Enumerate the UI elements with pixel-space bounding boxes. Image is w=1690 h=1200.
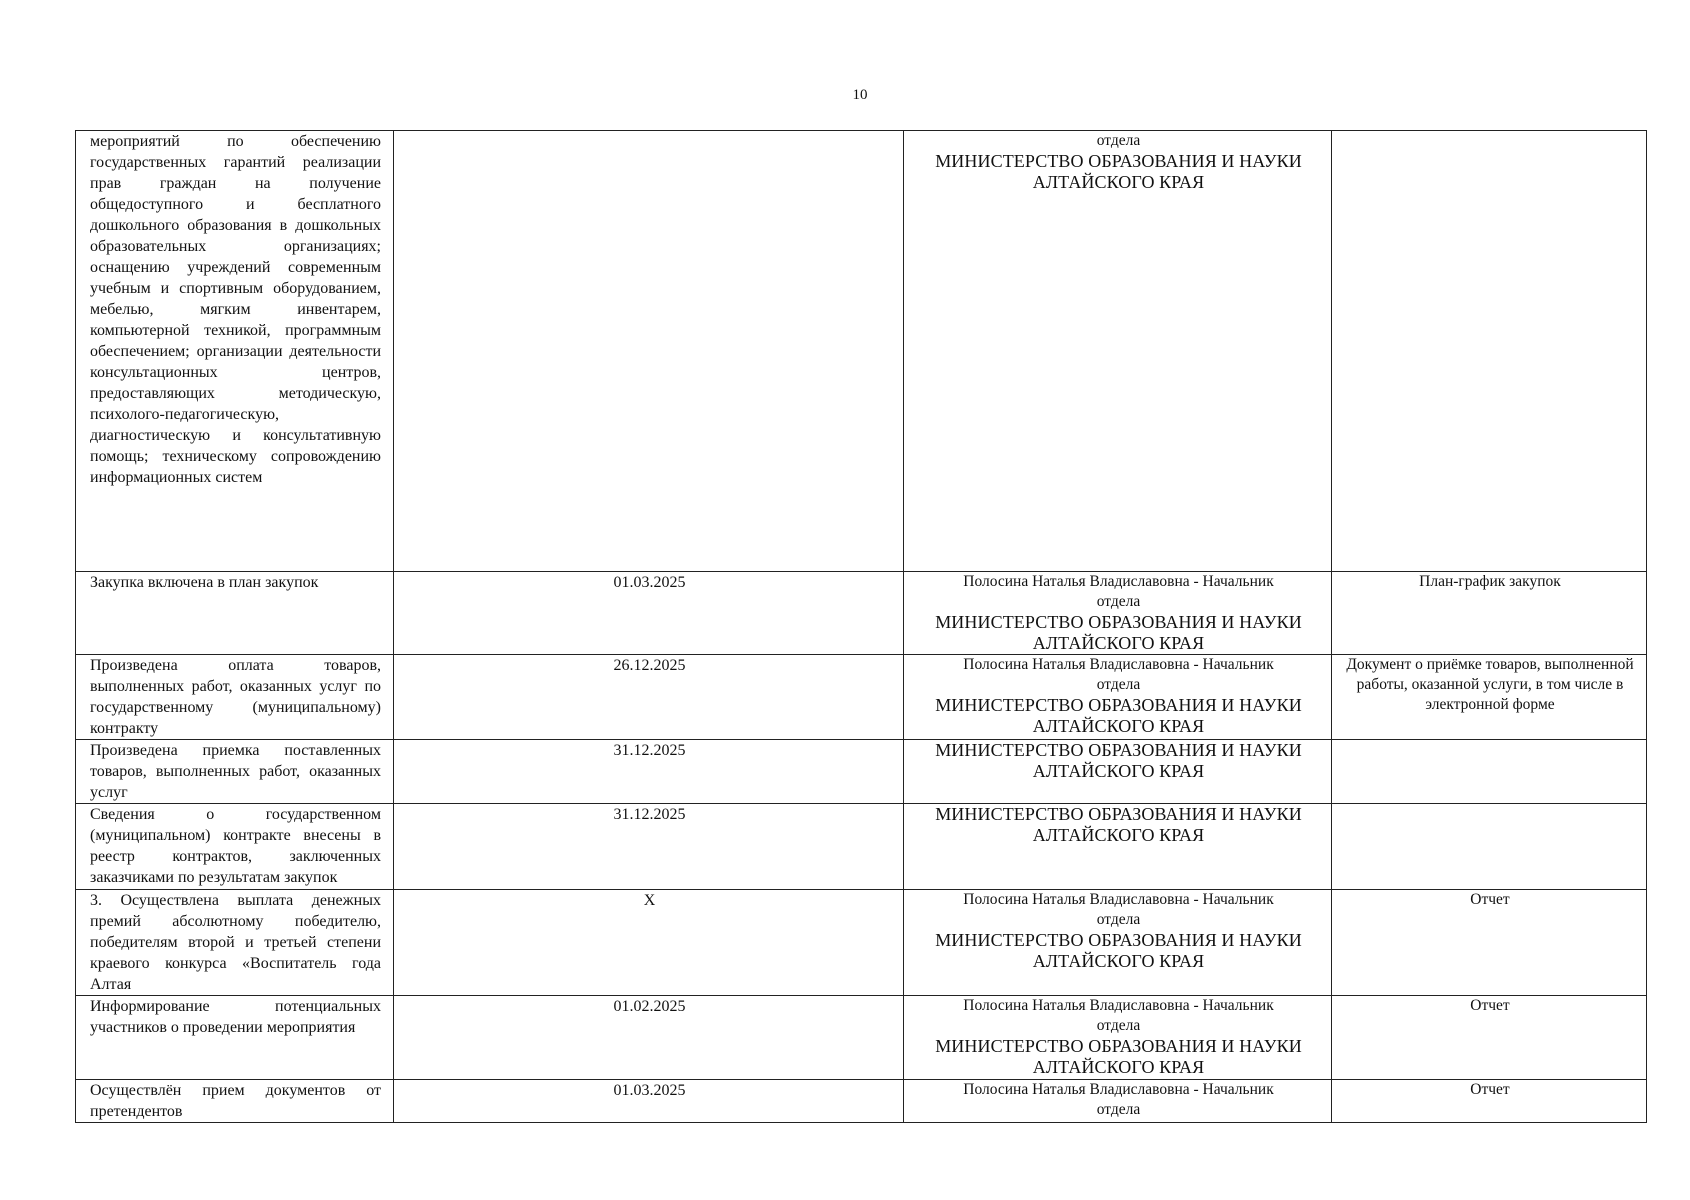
responsible-organization: МИНИСТЕРСТВО ОБРАЗОВАНИЯ И НАУКИ АЛТАЙСКОГО КРАЯ	[935, 695, 1302, 736]
responsible-cell	[904, 996, 1332, 1080]
date-cell: 01.02.2025	[394, 996, 904, 1080]
responsible-person: Полосина Наталья Владиславовна - Начальник	[963, 1081, 1274, 1098]
date-cell: 31.12.2025	[394, 804, 904, 890]
page-number: 10	[852, 87, 868, 103]
document-name: План-график закупок	[1419, 573, 1561, 590]
table-row	[76, 890, 1647, 996]
date-cell: 26.12.2025	[394, 655, 904, 740]
table-row	[76, 740, 1647, 804]
event-cell: 3. Осуществлена выплата денежных премий абсолютному победителю, победителям второй и третьей степени краевого конкурса «Воспитатель года Алтая	[76, 890, 394, 996]
responsible-position: отдела	[1096, 132, 1141, 149]
responsible-cell	[904, 572, 1332, 655]
table-row	[76, 804, 1647, 890]
event-cell: Произведена приемка поставленных товаров, выполненных работ, оказанных услуг	[76, 740, 394, 804]
responsible-person: Полосина Наталья Владиславовна - Начальник	[963, 891, 1274, 908]
table-row	[76, 131, 1647, 572]
event-cell: Произведена оплата товаров, выполненных работ, оказанных услуг по государственному (муниципальному) контракту	[76, 655, 394, 740]
responsible-organization: МИНИСТЕРСТВО ОБРАЗОВАНИЯ И НАУКИ АЛТАЙСКОГО КРАЯ	[935, 740, 1302, 781]
responsible-position: отдела	[1096, 676, 1141, 693]
responsible-position: отдела	[1096, 911, 1141, 928]
date-cell: X	[394, 890, 904, 996]
document-cell: Отчет	[1332, 996, 1647, 1080]
responsible-person: Полосина Наталья Владиславовна - Начальник	[963, 573, 1274, 590]
responsible-organization: МИНИСТЕРСТВО ОБРАЗОВАНИЯ И НАУКИ АЛТАЙСКОГО КРАЯ	[935, 930, 1302, 971]
table-row	[76, 996, 1647, 1080]
responsible-cell	[904, 655, 1332, 740]
responsible-cell	[904, 1080, 1332, 1123]
responsible-organization: МИНИСТЕРСТВО ОБРАЗОВАНИЯ И НАУКИ АЛТАЙСКОГО КРАЯ	[935, 612, 1302, 653]
date-cell	[394, 131, 904, 572]
document-cell	[1332, 804, 1647, 890]
table-row	[76, 655, 1647, 740]
responsible-person: Полосина Наталья Владиславовна - Начальник	[963, 997, 1274, 1014]
table-row	[76, 1080, 1647, 1123]
document-cell	[1332, 572, 1647, 655]
document-cell: Отчет	[1332, 1080, 1647, 1123]
responsible-organization: МИНИСТЕРСТВО ОБРАЗОВАНИЯ И НАУКИ АЛТАЙСКОГО КРАЯ	[935, 804, 1302, 845]
event-cell: мероприятий по обеспечению государственных гарантий реализации прав граждан на получение общедоступного и бесплатного дошкольного образования в дошкольных образовательных организациях; оснащению учреждений современным учебным и спортивным оборудованием, мебелью, мягким инвентарем, компьютерной техникой, программным обеспечением; организации деятельности консультационных центров, предоставляющих методическую, психолого-педагогическую, диагностическую и консультативную помощь; техническому сопровождению информационных систем	[76, 131, 394, 572]
responsible-cell	[904, 131, 1332, 572]
date-cell: 01.03.2025	[394, 1080, 904, 1123]
event-cell: Осуществлён прием документов от претендентов	[76, 1080, 394, 1123]
document-cell	[1332, 740, 1647, 804]
responsible-person: Полосина Наталья Владиславовна - Начальник	[963, 656, 1274, 673]
document-cell	[1332, 131, 1647, 572]
responsible-position: отдела	[1096, 1101, 1141, 1118]
document-cell: Отчет	[1332, 890, 1647, 996]
responsible-cell	[904, 890, 1332, 996]
responsible-position: отдела	[1096, 1017, 1141, 1034]
event-cell: Закупка включена в план закупок	[76, 572, 394, 655]
event-cell: Информирование потенциальных участников о проведении мероприятия	[76, 996, 394, 1080]
plan-table	[75, 130, 1647, 1123]
document-cell: Документ о приёмке товаров, выполненной работы, оказанной услуги, в том числе в электронной форме	[1332, 655, 1647, 740]
date-cell: 31.12.2025	[394, 740, 904, 804]
responsible-position: отдела	[1096, 593, 1141, 610]
event-cell: Сведения о государственном (муниципальном) контракте внесены в реестр контрактов, заключенных заказчиками по результатам закупок	[76, 804, 394, 890]
table-row	[76, 572, 1647, 655]
responsible-cell	[904, 740, 1332, 804]
responsible-organization: МИНИСТЕРСТВО ОБРАЗОВАНИЯ И НАУКИ АЛТАЙСКОГО КРАЯ	[935, 151, 1302, 192]
responsible-cell	[904, 804, 1332, 890]
date-cell: 01.03.2025	[394, 572, 904, 655]
responsible-organization: МИНИСТЕРСТВО ОБРАЗОВАНИЯ И НАУКИ АЛТАЙСКОГО КРАЯ	[935, 1036, 1302, 1077]
